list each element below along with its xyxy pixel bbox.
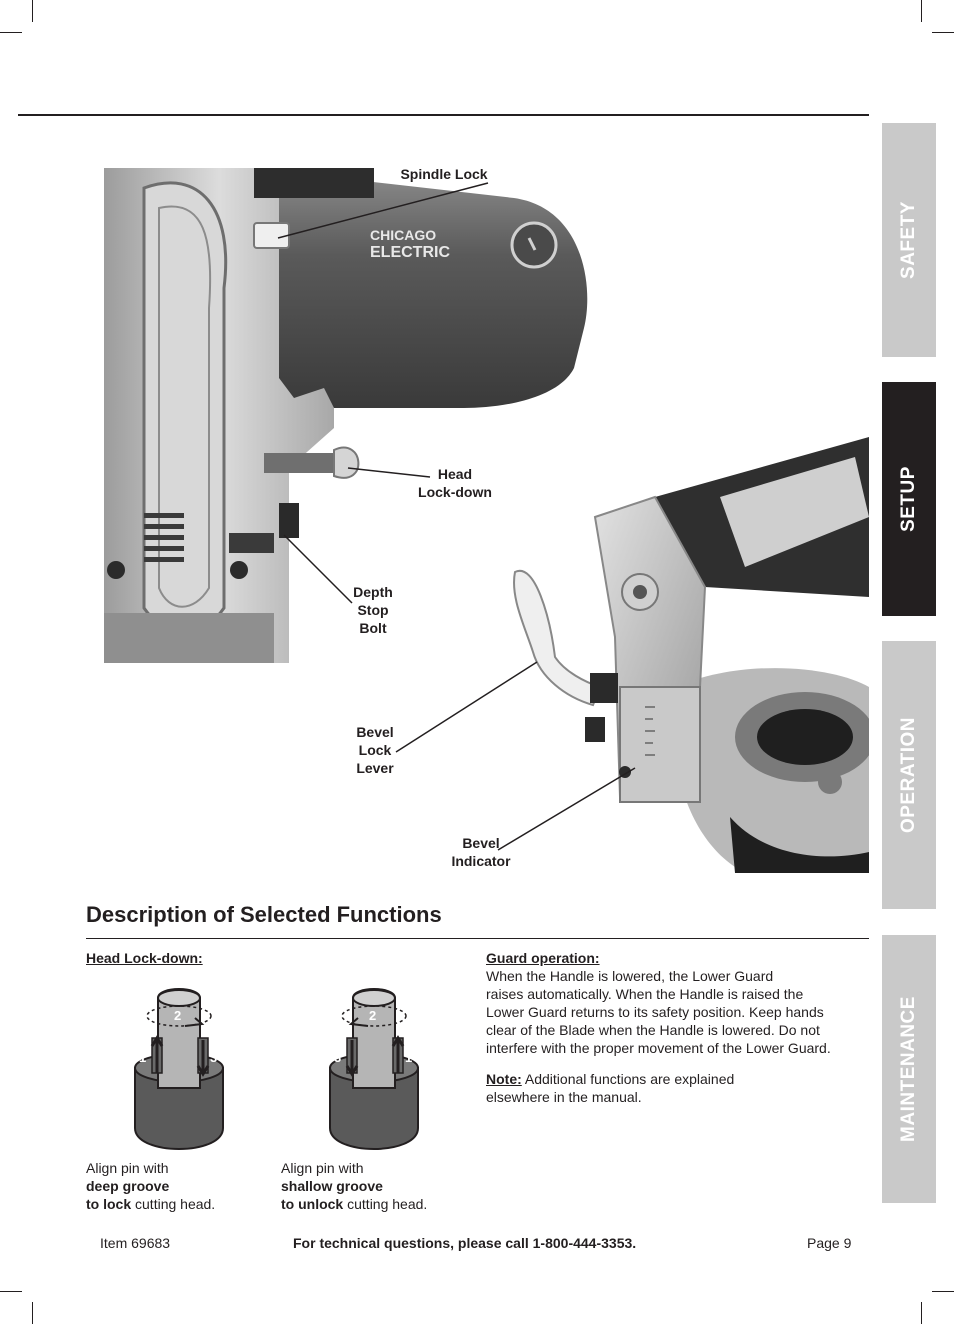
- callout-text: Stop: [357, 602, 389, 618]
- guard-line: raises automatically. When the Handle is raised the: [486, 986, 804, 1002]
- callout-text: Spindle Lock: [400, 166, 488, 182]
- note-text: Additional functions are explained: [521, 1071, 735, 1087]
- callout-spindle-lock: [380, 165, 508, 183]
- guard-line: clear of the Blade when the Handle is lowered. Do not: [486, 1022, 820, 1038]
- caption-bold: to lock: [86, 1196, 132, 1212]
- tab-label: SAFETY: [898, 201, 920, 279]
- diagram-number: 1: [139, 1050, 147, 1065]
- footer-tech-line: For technical questions, please call 1-800-444-3353.: [293, 1235, 637, 1251]
- callout-text: Lock: [358, 742, 392, 758]
- callout-text: Indicator: [451, 853, 511, 869]
- caption-rest: cutting head.: [131, 1196, 216, 1212]
- footer-item: Item 69683: [100, 1235, 171, 1251]
- callout-head-lockdown: [405, 465, 505, 501]
- guard-line: Lower Guard returns to its safety position. Keep hands: [486, 1004, 824, 1020]
- unlock-diagram: [325, 978, 425, 1150]
- callout-depth-stop-bolt: [338, 583, 408, 637]
- diagram-number: 2: [174, 1008, 182, 1023]
- caption-rest: cutting head.: [343, 1196, 428, 1212]
- caption-bold: shallow groove: [281, 1178, 383, 1194]
- diagram-number: 3: [334, 1050, 342, 1065]
- callout-text: Bevel: [356, 724, 394, 740]
- guard-heading: Guard operation:: [486, 950, 600, 966]
- diagram-number: 3: [210, 1050, 218, 1065]
- caption-bold: to unlock: [281, 1196, 344, 1212]
- callout-text: Head: [437, 466, 473, 482]
- diagram-number: 2: [369, 1008, 377, 1023]
- tab-label: OPERATION: [898, 716, 920, 834]
- callout-text: Bevel: [462, 835, 500, 851]
- section-rule: [86, 938, 869, 939]
- guard-line: When the Handle is lowered, the Lower Guard: [486, 968, 774, 984]
- callout-text: Lock-down: [418, 484, 492, 500]
- lock-caption: [86, 1159, 215, 1213]
- note-text: elsewhere in the manual.: [486, 1089, 642, 1105]
- callout-bevel-lock-lever: [340, 723, 410, 777]
- note-paragraph: [486, 1070, 866, 1106]
- note-label: Note:: [486, 1071, 522, 1087]
- callout-text: Lever: [356, 760, 394, 776]
- caption-line: Align pin with: [86, 1160, 169, 1176]
- callout-bevel-indicator: [440, 834, 522, 870]
- brand-text-1: CHICAGO: [370, 227, 437, 243]
- callout-text: Depth: [353, 584, 393, 600]
- section-title: Description of Selected Functions: [86, 902, 442, 927]
- tab-label: SETUP: [898, 466, 920, 532]
- head-lockdown-heading: Head Lock-down:: [86, 950, 203, 966]
- guard-line: interfere with the proper movement of the Lower Guard.: [486, 1040, 831, 1056]
- unlock-caption: [281, 1159, 427, 1213]
- callout-text: Bolt: [359, 620, 387, 636]
- footer-page: Page 9: [807, 1235, 852, 1251]
- tab-label: MAINTENANCE: [898, 996, 920, 1142]
- guard-paragraph: [486, 967, 866, 1057]
- lock-diagram: [130, 978, 230, 1150]
- caption-line: Align pin with: [281, 1160, 364, 1176]
- caption-bold: deep groove: [86, 1178, 170, 1194]
- brand-text-2: ELECTRIC: [370, 244, 450, 261]
- diagram-number: 1: [405, 1050, 413, 1065]
